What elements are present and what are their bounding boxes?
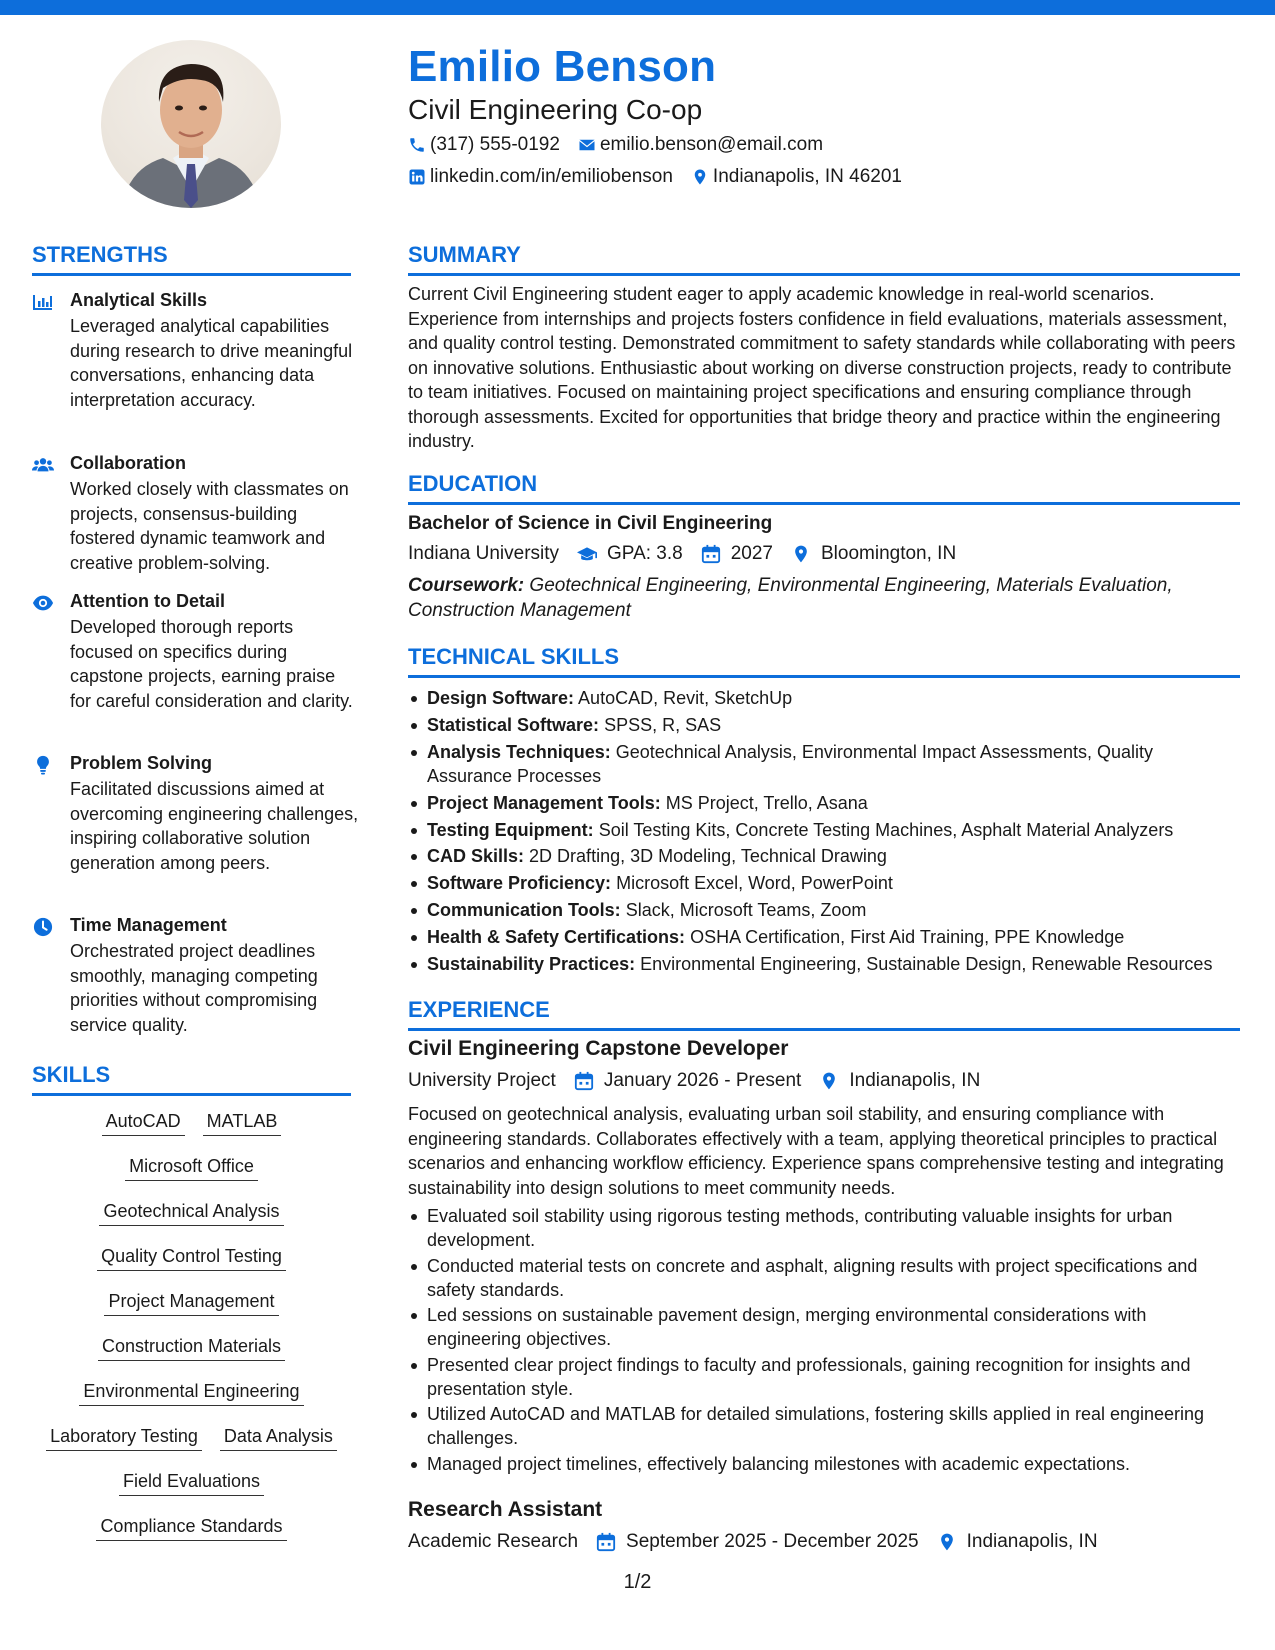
candidate-title: Civil Engineering Co-op (408, 94, 703, 125)
phone-icon (408, 136, 426, 154)
location-text: Indianapolis, IN 46201 (712, 166, 903, 187)
skill-tag: AutoCAD (102, 1111, 185, 1136)
list-item: CAD Skills: 2D Drafting, 3D Modeling, Technical Drawing (408, 844, 1240, 868)
grad-year: 2027 (730, 543, 773, 564)
skill-tag: Geotechnical Analysis (99, 1201, 283, 1226)
school-location: Bloomington, IN (821, 543, 957, 564)
users-icon (32, 455, 54, 475)
gpa-text: GPA: 3.8 (607, 543, 683, 564)
list-item: Software Proficiency: Microsoft Excel, Word, PowerPoint (408, 871, 1240, 895)
strength-desc: Developed thorough reports focused on specifics during capstone projects, earning praise for careful consideration and clarity. (70, 617, 353, 711)
job-title: Research Assistant (408, 1498, 603, 1521)
email-item[interactable] (578, 134, 823, 156)
job-meta (408, 1531, 1116, 1553)
email-icon (578, 136, 596, 154)
eye-icon (32, 593, 54, 613)
phone-text: (317) 555-0192 (430, 134, 560, 155)
calendar-icon (574, 1071, 594, 1091)
job-description: Focused on geotechnical analysis, evaluating urban soil stability, and ensuring compliance with engineering standards. Collaborates effectively with a team, applying theoretical principles to practical scenarios and enhancing workflow efficiency. Experience spans comprehensive testing and integrating sustainability into design solutions to meet community needs. (408, 1104, 1224, 1198)
skill-row (32, 1516, 351, 1541)
list-item: Project Management Tools: MS Project, Trello, Asana (408, 791, 1240, 815)
graduation-cap-icon (577, 544, 597, 564)
skill-row (32, 1111, 351, 1136)
phone-item (408, 134, 560, 156)
job-org: Academic Research (408, 1531, 579, 1552)
list-item: Design Software: AutoCAD, Revit, SketchUp (408, 686, 1240, 710)
education-heading: EDUCATION (408, 471, 1240, 505)
summary-text: Current Civil Engineering student eager to apply academic knowledge in real-world scenarios. Experience from internships and projects fosters confidence in field evaluations, materials assessment, and quality control testing. Demonstrated commitment to safety standards while collaborating with peers on innovative solutions. Enthusiastic about working on diverse construction projects, ready to contribute to team initiatives. Focused on maintaining project specifications and ensuring compliance through thorough assessments. Excited for opportunities that bridge theory and practice within the engineering industry. (408, 284, 1236, 451)
top-accent-bar (0, 0, 1275, 15)
bar-chart-icon (32, 292, 54, 312)
calendar-icon (701, 544, 721, 564)
job-location: Indianapolis, IN (849, 1070, 981, 1091)
page-number: 1/2 (623, 1571, 652, 1593)
skill-row (32, 1246, 351, 1271)
map-pin-icon (819, 1071, 839, 1091)
list-item: Utilized AutoCAD and MATLAB for detailed simulations, fostering skills applied in real engineering challenges. (408, 1402, 1240, 1450)
skill-row (32, 1426, 351, 1451)
job-dates: January 2026 - Present (603, 1070, 802, 1091)
coursework (408, 573, 1240, 623)
school-name: Indiana University (408, 543, 560, 564)
map-pin-icon (937, 1532, 957, 1552)
job-meta (408, 1070, 998, 1092)
skill-row (32, 1381, 351, 1406)
map-pin-icon (791, 544, 811, 564)
job-location: Indianapolis, IN (966, 1531, 1098, 1552)
technical-skills-heading: TECHNICAL SKILLS (408, 644, 1240, 678)
map-pin-icon (691, 168, 709, 186)
strength-desc: Leveraged analytical capabilities during research to drive meaningful conversations, enhancing data interpretation accuracy. (70, 316, 353, 410)
job-dates: September 2025 - December 2025 (626, 1531, 919, 1552)
skill-tag: Field Evaluations (119, 1471, 264, 1496)
strength-title: Collaboration (70, 453, 186, 473)
email-text[interactable]: emilio.benson@email.com (599, 134, 824, 155)
calendar-icon (596, 1532, 616, 1552)
linkedin-icon (408, 168, 426, 186)
skill-tag: Quality Control Testing (97, 1246, 286, 1271)
list-item: Led sessions on sustainable pavement design, merging environmental considerations with engineering objectives. (408, 1303, 1240, 1351)
list-item: Health & Safety Certifications: OSHA Certification, First Aid Training, PPE Knowledge (408, 925, 1240, 949)
strength-desc: Worked closely with classmates on projects, consensus-building fostered dynamic teamwork and creative problem-solving. (70, 479, 349, 573)
strength-title: Time Management (70, 915, 227, 935)
list-item: Evaluated soil stability using rigorous testing methods, contributing valuable insights for urban development. (408, 1204, 1240, 1252)
skill-row (32, 1336, 351, 1361)
skill-row (32, 1156, 351, 1181)
list-item: Testing Equipment: Soil Testing Kits, Concrete Testing Machines, Asphalt Material Analyzers (408, 818, 1240, 842)
contact-row-2 (408, 166, 920, 188)
skills-heading: SKILLS (32, 1062, 351, 1096)
strength-desc: Facilitated discussions aimed at overcoming engineering challenges, inspiring collaborative solution generation among peers. (70, 779, 359, 873)
job-title: Civil Engineering Capstone Developer (408, 1037, 789, 1060)
skill-tag: Environmental Engineering (79, 1381, 303, 1406)
skill-row (32, 1201, 351, 1226)
degree-title: Bachelor of Science in Civil Engineering (408, 513, 773, 534)
clock-icon (32, 917, 54, 937)
strength-title: Attention to Detail (70, 591, 225, 611)
experience-heading: EXPERIENCE (408, 997, 1240, 1031)
coursework-label: Coursework: (408, 575, 525, 596)
job-org: University Project (408, 1070, 556, 1091)
skill-tag: Laboratory Testing (46, 1426, 202, 1451)
strengths-heading: STRENGTHS (32, 242, 351, 276)
list-item: Presented clear project findings to faculty and professionals, gaining recognition for insights and presentation style. (408, 1353, 1240, 1401)
job-bullets (408, 1204, 1240, 1478)
skill-tag: Data Analysis (220, 1426, 337, 1451)
linkedin-text[interactable]: linkedin.com/in/emiliobenson (430, 166, 673, 187)
strength-title: Analytical Skills (70, 290, 208, 310)
candidate-name: Emilio Benson (408, 42, 717, 91)
skill-tag: MATLAB (203, 1111, 282, 1136)
profile-photo (101, 40, 281, 208)
skill-tag: Microsoft Office (125, 1156, 258, 1181)
skill-tag: Compliance Standards (96, 1516, 286, 1541)
coursework-list: Geotechnical Engineering, Environmental Engineering, Materials Evaluation, Construction Management (408, 575, 1173, 621)
list-item: Statistical Software: SPSS, R, SAS (408, 713, 1240, 737)
strength-title: Problem Solving (70, 753, 213, 773)
technical-skills-list (408, 686, 1240, 979)
list-item: Conducted material tests on concrete and asphalt, aligning results with project specifications and safety standards. (408, 1254, 1240, 1302)
list-item: Communication Tools: Slack, Microsoft Teams, Zoom (408, 898, 1240, 922)
skill-tag: Construction Materials (98, 1336, 285, 1361)
strength-desc: Orchestrated project deadlines smoothly, managing competing priorities without compromising service quality. (70, 941, 318, 1035)
linkedin-item[interactable] (408, 166, 673, 188)
list-item: Sustainability Practices: Environmental Engineering, Sustainable Design, Renewable Resources (408, 952, 1240, 976)
location-item (691, 166, 902, 188)
education-meta (408, 543, 974, 565)
list-item: Managed project timelines, effectively balancing milestones with academic expectations. (408, 1452, 1240, 1476)
skill-row (32, 1471, 351, 1496)
summary-heading: SUMMARY (408, 242, 1240, 276)
skill-tag: Project Management (104, 1291, 278, 1316)
list-item: Analysis Techniques: Geotechnical Analysis, Environmental Impact Assessments, Quality Assurance Processes (408, 740, 1240, 788)
contact-row-1 (408, 134, 841, 156)
lightbulb-icon (32, 755, 54, 775)
skill-row (32, 1291, 351, 1316)
